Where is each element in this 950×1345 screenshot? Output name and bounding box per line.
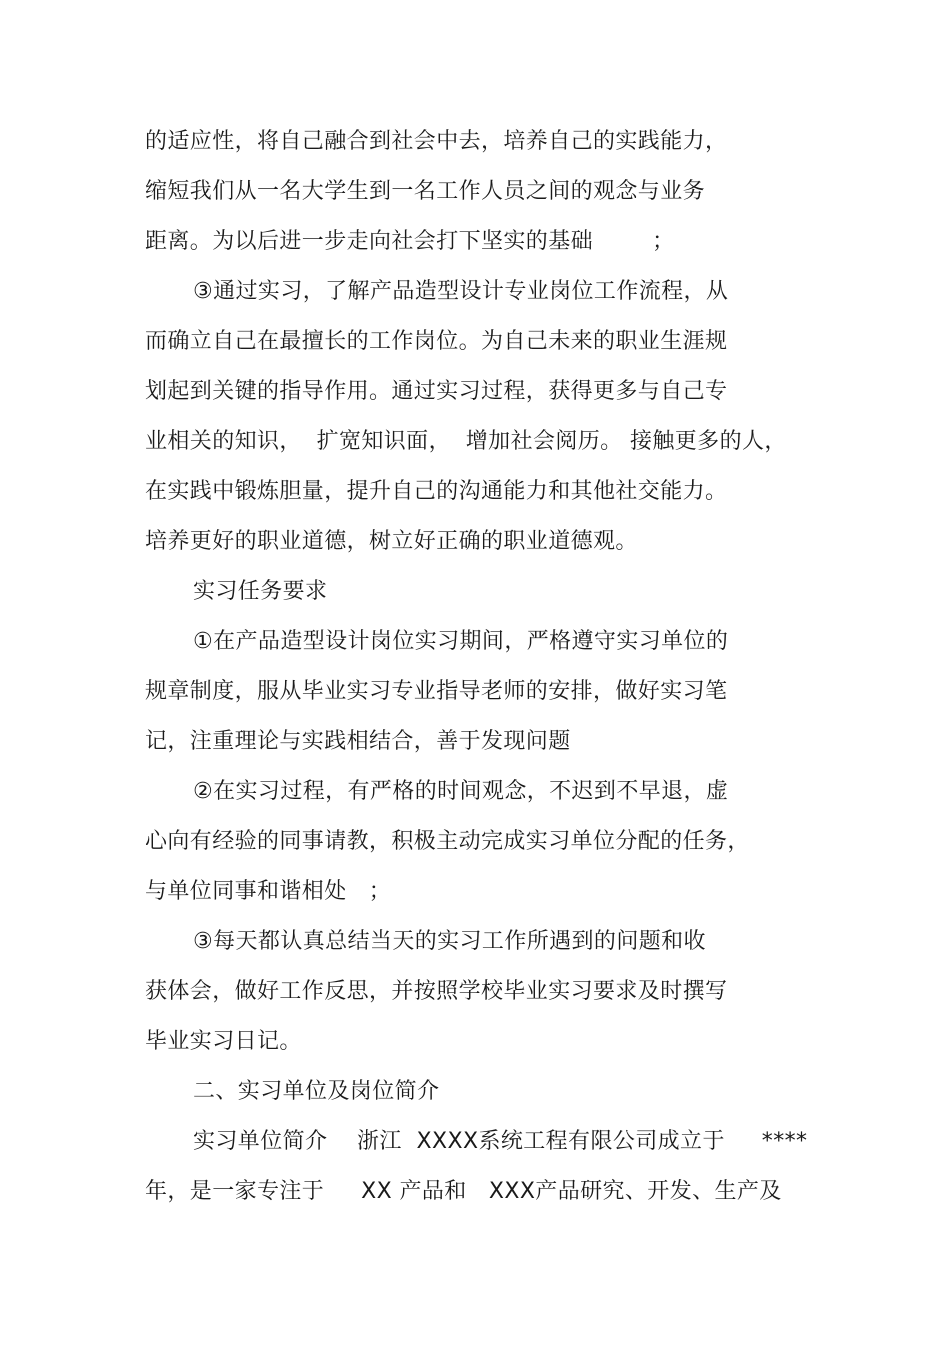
paragraph-line: 缩短我们从一名大学生到一名工作人员之间的观念与业务 (145, 179, 706, 204)
paragraph-line: 业相关的知识， 扩宽知识面， 增加社会阅历。 接触更多的人， (145, 429, 787, 454)
paragraph-line: 实习单位简介 浙江 XXXX系统工程有限公司成立于 **** (193, 1129, 808, 1154)
paragraph-line: ③通过实习，了解产品造型设计专业岗位工作流程，从 (193, 279, 729, 304)
paragraph-line: 年，是一家专注于 XX 产品和 XXX产品研究、开发、生产及 (145, 1179, 782, 1204)
paragraph-line: 划起到关键的指导作用。通过实习过程，获得更多与自己专 (145, 379, 728, 404)
paragraph-line: 与单位同事和谐相处 ； (145, 879, 392, 904)
paragraph-line: 的适应性，将自己融合到社会中去，培养自己的实践能力， (145, 129, 728, 154)
paragraph-line: 心向有经验的同事请教，积极主动完成实习单位分配的任务， (145, 829, 750, 854)
paragraph-line: 而确立自己在最擅长的工作岗位。为自己未来的职业生涯规 (145, 329, 728, 354)
paragraph-line: 在实践中锻炼胆量，提升自己的沟通能力和其他社交能力。 (145, 479, 728, 504)
paragraph-line: ③每天都认真总结当天的实习工作所遇到的问题和收 (193, 929, 706, 954)
paragraph-line: 记，注重理论与实践相结合，善于发现问题 (145, 729, 571, 754)
paragraph-line: 培养更好的职业道德，树立好正确的职业道德观。 (145, 529, 638, 554)
paragraph-line: ①在产品造型设计岗位实习期间，严格遵守实习单位的 (193, 629, 729, 654)
paragraph-line: 获体会，做好工作反思，并按照学校毕业实习要求及时撰写 (145, 979, 728, 1004)
paragraph-line: 毕业实习日记。 (145, 1029, 302, 1054)
section-heading: 二、实习单位及岗位简介 (193, 1079, 440, 1104)
paragraph-line: 距离。为以后进一步走向社会打下坚实的基础 ； (145, 229, 675, 254)
paragraph-line: 规章制度，服从毕业实习专业指导老师的安排，做好实习笔 (145, 679, 728, 704)
section-heading: 实习任务要求 (193, 579, 328, 604)
paragraph-line: ②在实习过程，有严格的时间观念，不迟到不早退，虚 (193, 779, 729, 804)
